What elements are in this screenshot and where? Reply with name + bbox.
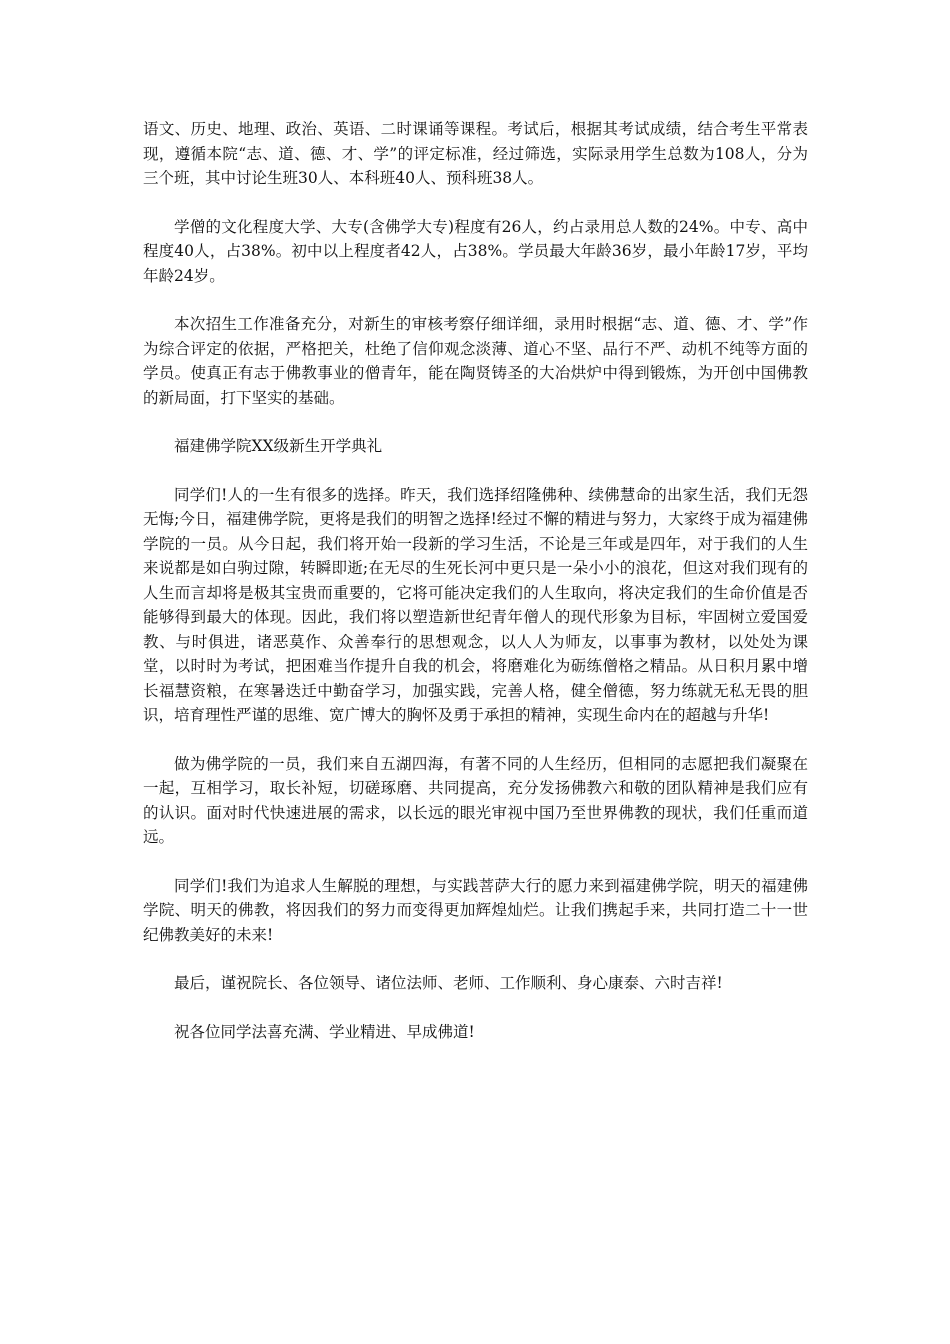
paragraph-education-levels: 学僧的文化程度大学、大专(含佛学大专)程度有26人，约占录用总人数的24%。中专、高中程度40人，占38%。初中以上程度者42人，占38%。学员最大年龄36岁，最小年龄17岁，平均年龄24岁。 <box>143 217 808 285</box>
paragraph-speech-wishes-leaders: 最后，谨祝院长、各位领导、诸位法师、老师、工作顺利、身心康泰、六时吉祥! <box>174 974 723 992</box>
paragraph-speech-future: 同学们!我们为追求人生解脱的理想，与实践菩萨大行的愿力来到福建佛学院，明天的福建佛学院、明天的佛教，将因我们的努力而变得更加辉煌灿烂。让我们携起手来，共同打造二十一世纪佛教美好的未来! <box>143 876 808 944</box>
document-body <box>143 117 808 1068</box>
paragraph-speech-unity: 做为佛学院的一员，我们来自五湖四海，有著不同的人生经历，但相同的志愿把我们凝聚在一起，互相学习，取长补短，切磋琢磨、共同提高，充分发扬佛教六和敬的团队精神是我们应有的认识。面对时代快速进展的需求，以长远的眼光审视中国乃至世界佛教的现状，我们任重而道远。 <box>143 754 808 846</box>
section-heading: 福建佛学院XX级新生开学典礼 <box>174 437 383 455</box>
paragraph-admission-results: 语文、历史、地理、政治、英语、二时课诵等课程。考试后，根据其考试成绩，结合考生平常表现，遵循本院“志、道、德、才、学”的评定标准，经过筛选，实际录用学生总数为108人，分为三个班，其中讨论生班30人、本科班40人、预科班38人。 <box>143 120 808 187</box>
paragraph-speech-opening: 同学们!人的一生有很多的选择。昨天，我们选择绍隆佛种、续佛慧命的出家生活，我们无怨无悔;今日，福建佛学院，更将是我们的明智之选择!经过不懈的精进与努力，大家终于成为福建佛学院的一员。从今日起，我们将开始一段新的学习生活，不论是三年或是四年，对于我们的人生来说都是如白驹过隙，转瞬即逝;在无尽的生死长河中更只是一朵小小的浪花，但这对我们现有的人生而言却将是极其宝贵而重要的，它将可能决定我们的人生取向，将决定我们的生命价值是否能够得到最大的体现。因此，我们将以塑造新世纪青年僧人的现代形象为目标，牢固树立爱国爱教、与时俱进，诸恶莫作、众善奉行的思想观念，以人人为师友，以事事为教材，以处处为课堂，以时时为考试，把困难当作提升自我的机会，将磨难化为砺练僧格之精品。从日积月累中增长福慧资粮，在寒暑迭迁中勤奋学习，加强实践，完善人格，健全僧德，努力练就无私无畏的胆识，培育理性严谨的思维、宽广博大的胸怀及勇于承担的精神，实现生命内在的超越与升华! <box>143 485 808 724</box>
paragraph-speech-wishes-students: 祝各位同学法喜充满、学业精进、早成佛道! <box>174 1022 475 1041</box>
paragraph-recruitment-work: 本次招生工作准备充分，对新生的审核考察仔细详细，录用时根据“志、道、德、才、学”作为综合评定的依据，严格把关，杜绝了信仰观念淡薄、道心不坚、品行不严、动机不纯等方面的学员。使真正有志于佛教事业的僧青年，能在陶贤铸圣的大冶烘炉中得到锻炼，为开创中国佛教的新局面，打下坚实的基础。 <box>143 315 808 407</box>
